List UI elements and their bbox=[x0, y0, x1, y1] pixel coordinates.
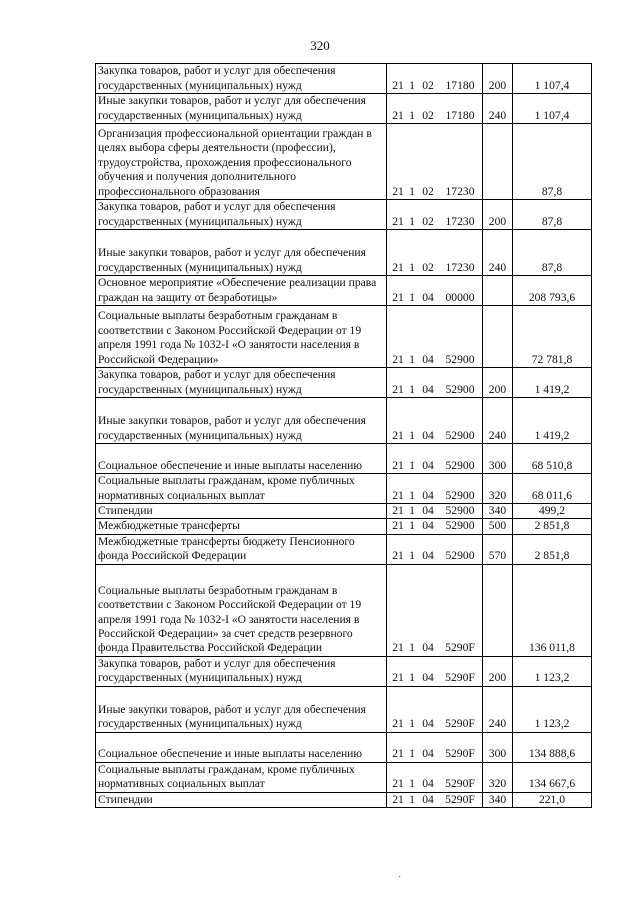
table-row bbox=[96, 474, 592, 504]
table-row bbox=[96, 792, 592, 807]
code-part: 1 bbox=[409, 458, 415, 472]
row-code bbox=[387, 200, 483, 230]
row-expense-type bbox=[483, 276, 513, 306]
code-part: 52900 bbox=[445, 519, 475, 533]
table-row bbox=[96, 732, 592, 762]
code-part: 5290F bbox=[445, 747, 475, 761]
table-row bbox=[96, 656, 592, 686]
row-amount: 499,2 bbox=[513, 504, 592, 519]
row-code bbox=[387, 64, 483, 94]
row-expense-type: 570 bbox=[483, 534, 513, 564]
row-amount: 1 419,2 bbox=[513, 398, 592, 444]
code-part: 17180 bbox=[445, 78, 475, 92]
row-amount: 72 781,8 bbox=[513, 306, 592, 368]
code-part: 21 bbox=[392, 78, 404, 92]
row-code bbox=[387, 686, 483, 732]
code-part: 04 bbox=[422, 290, 434, 304]
code-part: 02 bbox=[422, 214, 434, 228]
row-name: Социальные выплаты гражданам, кроме публичных нормативных социальных выплат bbox=[96, 762, 387, 792]
table-row bbox=[96, 306, 592, 368]
row-code bbox=[387, 124, 483, 200]
code-part: 1 bbox=[409, 214, 415, 228]
table-row bbox=[96, 368, 592, 398]
code-part: 1 bbox=[409, 519, 415, 533]
row-expense-type: 200 bbox=[483, 200, 513, 230]
code-part: 52900 bbox=[445, 504, 475, 517]
code-part: 52900 bbox=[445, 352, 475, 366]
row-amount: 87,8 bbox=[513, 200, 592, 230]
table-row bbox=[96, 564, 592, 656]
row-expense-type: 240 bbox=[483, 230, 513, 276]
code-part: 5290F bbox=[445, 717, 475, 731]
row-expense-type: 240 bbox=[483, 686, 513, 732]
row-code bbox=[387, 276, 483, 306]
code-part: 02 bbox=[422, 184, 434, 198]
row-name: Социальное обеспечение и иные выплаты населению bbox=[96, 732, 387, 762]
row-expense-type: 200 bbox=[483, 656, 513, 686]
row-name: Стипендии bbox=[96, 504, 387, 519]
code-part: 17230 bbox=[445, 260, 475, 274]
code-part: 21 bbox=[392, 717, 404, 731]
row-expense-type: 240 bbox=[483, 398, 513, 444]
row-amount: 221,0 bbox=[513, 792, 592, 807]
row-code bbox=[387, 564, 483, 656]
code-part: 04 bbox=[422, 352, 434, 366]
code-part: 04 bbox=[422, 458, 434, 472]
code-part: 1 bbox=[409, 260, 415, 274]
code-part: 52900 bbox=[445, 458, 475, 472]
table-row bbox=[96, 200, 592, 230]
row-code bbox=[387, 230, 483, 276]
row-code bbox=[387, 368, 483, 398]
row-expense-type bbox=[483, 564, 513, 656]
row-name: Иные закупки товаров, работ и услуг для обеспечения государственных (муниципальных) нужд bbox=[96, 398, 387, 444]
row-amount: 134 888,6 bbox=[513, 732, 592, 762]
row-expense-type: 320 bbox=[483, 762, 513, 792]
row-code bbox=[387, 306, 483, 368]
row-amount: 2 851,8 bbox=[513, 519, 592, 534]
row-code bbox=[387, 94, 483, 124]
code-part: 21 bbox=[392, 488, 404, 502]
code-part: 04 bbox=[422, 792, 434, 806]
row-name: Иные закупки товаров, работ и услуг для обеспечения государственных (муниципальных) нужд bbox=[96, 94, 387, 124]
table-row bbox=[96, 762, 592, 792]
code-part: 04 bbox=[422, 504, 434, 517]
row-code bbox=[387, 504, 483, 519]
code-part: 21 bbox=[392, 108, 404, 122]
table-row bbox=[96, 398, 592, 444]
code-part: 04 bbox=[422, 549, 434, 563]
code-part: 21 bbox=[392, 777, 404, 791]
code-part: 21 bbox=[392, 260, 404, 274]
row-code bbox=[387, 792, 483, 807]
table-row bbox=[96, 94, 592, 124]
code-part: 5290F bbox=[445, 671, 475, 685]
row-expense-type bbox=[483, 306, 513, 368]
code-part: 21 bbox=[392, 382, 404, 396]
code-part: 1 bbox=[409, 504, 415, 517]
row-name: Организация профессиональной ориентации граждан в целях выбора сферы деятельности (профессии), трудоустройства, прохождения профессионального обучения и получения дополнительного профессионального образования bbox=[96, 124, 387, 200]
code-part: 1 bbox=[409, 717, 415, 731]
table-row bbox=[96, 124, 592, 200]
row-amount: 208 793,6 bbox=[513, 276, 592, 306]
code-part: 04 bbox=[422, 382, 434, 396]
code-part: 02 bbox=[422, 108, 434, 122]
code-part: 1 bbox=[409, 792, 415, 806]
row-expense-type: 340 bbox=[483, 792, 513, 807]
code-part: 17230 bbox=[445, 184, 475, 198]
code-part: 52900 bbox=[445, 488, 475, 502]
row-amount: 68 510,8 bbox=[513, 444, 592, 474]
budget-table bbox=[95, 63, 592, 808]
code-part: 21 bbox=[392, 290, 404, 304]
code-part: 04 bbox=[422, 777, 434, 791]
row-expense-type: 320 bbox=[483, 474, 513, 504]
row-code bbox=[387, 762, 483, 792]
row-name: Иные закупки товаров, работ и услуг для обеспечения государственных (муниципальных) нужд bbox=[96, 230, 387, 276]
row-name: Социальные выплаты безработным гражданам в соответствии с Законом Российской Федерации от 19 апреля 1991 года № 1032-I «О занятости населения в Российской Федерации» за счет средств резервного фонда Правительства Российской Федерации bbox=[96, 564, 387, 656]
code-part: 00000 bbox=[445, 290, 475, 304]
row-name: Социальное обеспечение и иные выплаты населению bbox=[96, 444, 387, 474]
code-part: 5290F bbox=[445, 792, 475, 806]
code-part: 1 bbox=[409, 488, 415, 502]
row-amount: 2 851,8 bbox=[513, 534, 592, 564]
code-part: 1 bbox=[409, 382, 415, 396]
row-name: Межбюджетные трансферты bbox=[96, 519, 387, 534]
code-part: 5290F bbox=[445, 777, 475, 791]
row-amount: 1 123,2 bbox=[513, 686, 592, 732]
code-part: 1 bbox=[409, 549, 415, 563]
code-part: 17180 bbox=[445, 108, 475, 122]
code-part: 1 bbox=[409, 108, 415, 122]
code-part: 52900 bbox=[445, 428, 475, 442]
row-name: Закупка товаров, работ и услуг для обеспечения государственных (муниципальных) нужд bbox=[96, 368, 387, 398]
code-part: 21 bbox=[392, 792, 404, 806]
code-part: 17230 bbox=[445, 214, 475, 228]
row-name: Закупка товаров, работ и услуг для обеспечения государственных (муниципальных) нужд bbox=[96, 656, 387, 686]
row-code bbox=[387, 444, 483, 474]
table-row bbox=[96, 276, 592, 306]
code-part: 21 bbox=[392, 641, 404, 655]
row-expense-type: 200 bbox=[483, 64, 513, 94]
row-code bbox=[387, 534, 483, 564]
code-part: 04 bbox=[422, 428, 434, 442]
code-part: 1 bbox=[409, 78, 415, 92]
code-part: 1 bbox=[409, 428, 415, 442]
row-code bbox=[387, 398, 483, 444]
code-part: 04 bbox=[422, 641, 434, 655]
row-expense-type: 340 bbox=[483, 504, 513, 519]
code-part: 1 bbox=[409, 352, 415, 366]
row-amount: 1 107,4 bbox=[513, 64, 592, 94]
code-part: 04 bbox=[422, 519, 434, 533]
row-amount: 87,8 bbox=[513, 124, 592, 200]
row-amount: 1 419,2 bbox=[513, 368, 592, 398]
code-part: 02 bbox=[422, 260, 434, 274]
code-part: 1 bbox=[409, 641, 415, 655]
code-part: 04 bbox=[422, 747, 434, 761]
code-part: 5290F bbox=[445, 641, 475, 655]
row-code bbox=[387, 732, 483, 762]
row-expense-type: 240 bbox=[483, 94, 513, 124]
row-amount: 134 667,6 bbox=[513, 762, 592, 792]
row-amount: 1 123,2 bbox=[513, 656, 592, 686]
code-part: 1 bbox=[409, 290, 415, 304]
code-part: 52900 bbox=[445, 382, 475, 396]
code-part: 21 bbox=[392, 352, 404, 366]
code-part: 02 bbox=[422, 78, 434, 92]
code-part: 04 bbox=[422, 717, 434, 731]
code-part: 21 bbox=[392, 214, 404, 228]
code-part: 21 bbox=[392, 458, 404, 472]
code-part: 04 bbox=[422, 488, 434, 502]
row-expense-type: 200 bbox=[483, 368, 513, 398]
table-row bbox=[96, 230, 592, 276]
row-amount: 68 011,6 bbox=[513, 474, 592, 504]
code-part: 04 bbox=[422, 671, 434, 685]
row-expense-type: 500 bbox=[483, 519, 513, 534]
code-part: 21 bbox=[392, 519, 404, 533]
table-row bbox=[96, 64, 592, 94]
code-part: 21 bbox=[392, 428, 404, 442]
code-part: 21 bbox=[392, 747, 404, 761]
row-name: Иные закупки товаров, работ и услуг для обеспечения государственных (муниципальных) нужд bbox=[96, 686, 387, 732]
row-expense-type bbox=[483, 124, 513, 200]
row-name: Основное мероприятие «Обеспечение реализации права граждан на защиту от безработицы» bbox=[96, 276, 387, 306]
budget-table-body bbox=[96, 64, 592, 808]
row-code bbox=[387, 474, 483, 504]
row-name: Закупка товаров, работ и услуг для обеспечения государственных (муниципальных) нужд bbox=[96, 64, 387, 94]
row-amount: 1 107,4 bbox=[513, 94, 592, 124]
code-part: 21 bbox=[392, 184, 404, 198]
row-name: Закупка товаров, работ и услуг для обеспечения государственных (муниципальных) нужд bbox=[96, 200, 387, 230]
code-part: 1 bbox=[409, 777, 415, 791]
code-part: 21 bbox=[392, 549, 404, 563]
code-part: 1 bbox=[409, 671, 415, 685]
row-name: Стипендии bbox=[96, 792, 387, 807]
footer-mark: · bbox=[398, 872, 402, 883]
row-code bbox=[387, 656, 483, 686]
code-part: 21 bbox=[392, 504, 404, 517]
row-name: Социальные выплаты безработным гражданам в соответствии с Законом Российской Федерации от 19 апреля 1991 года № 1032-I «О занятости населения в Российской Федерации» bbox=[96, 306, 387, 368]
table-row bbox=[96, 519, 592, 534]
code-part: 52900 bbox=[445, 549, 475, 563]
code-part: 21 bbox=[392, 671, 404, 685]
row-expense-type: 300 bbox=[483, 444, 513, 474]
row-name: Социальные выплаты гражданам, кроме публичных нормативных социальных выплат bbox=[96, 474, 387, 504]
table-row bbox=[96, 444, 592, 474]
page-number: 320 bbox=[310, 38, 330, 53]
row-expense-type: 300 bbox=[483, 732, 513, 762]
code-part: 1 bbox=[409, 184, 415, 198]
row-name: Межбюджетные трансферты бюджету Пенсионного фонда Российской Федерации bbox=[96, 534, 387, 564]
table-row bbox=[96, 504, 592, 519]
table-row bbox=[96, 534, 592, 564]
row-amount: 136 011,8 bbox=[513, 564, 592, 656]
row-code bbox=[387, 519, 483, 534]
row-amount: 87,8 bbox=[513, 230, 592, 276]
code-part: 1 bbox=[409, 747, 415, 761]
table-row bbox=[96, 686, 592, 732]
